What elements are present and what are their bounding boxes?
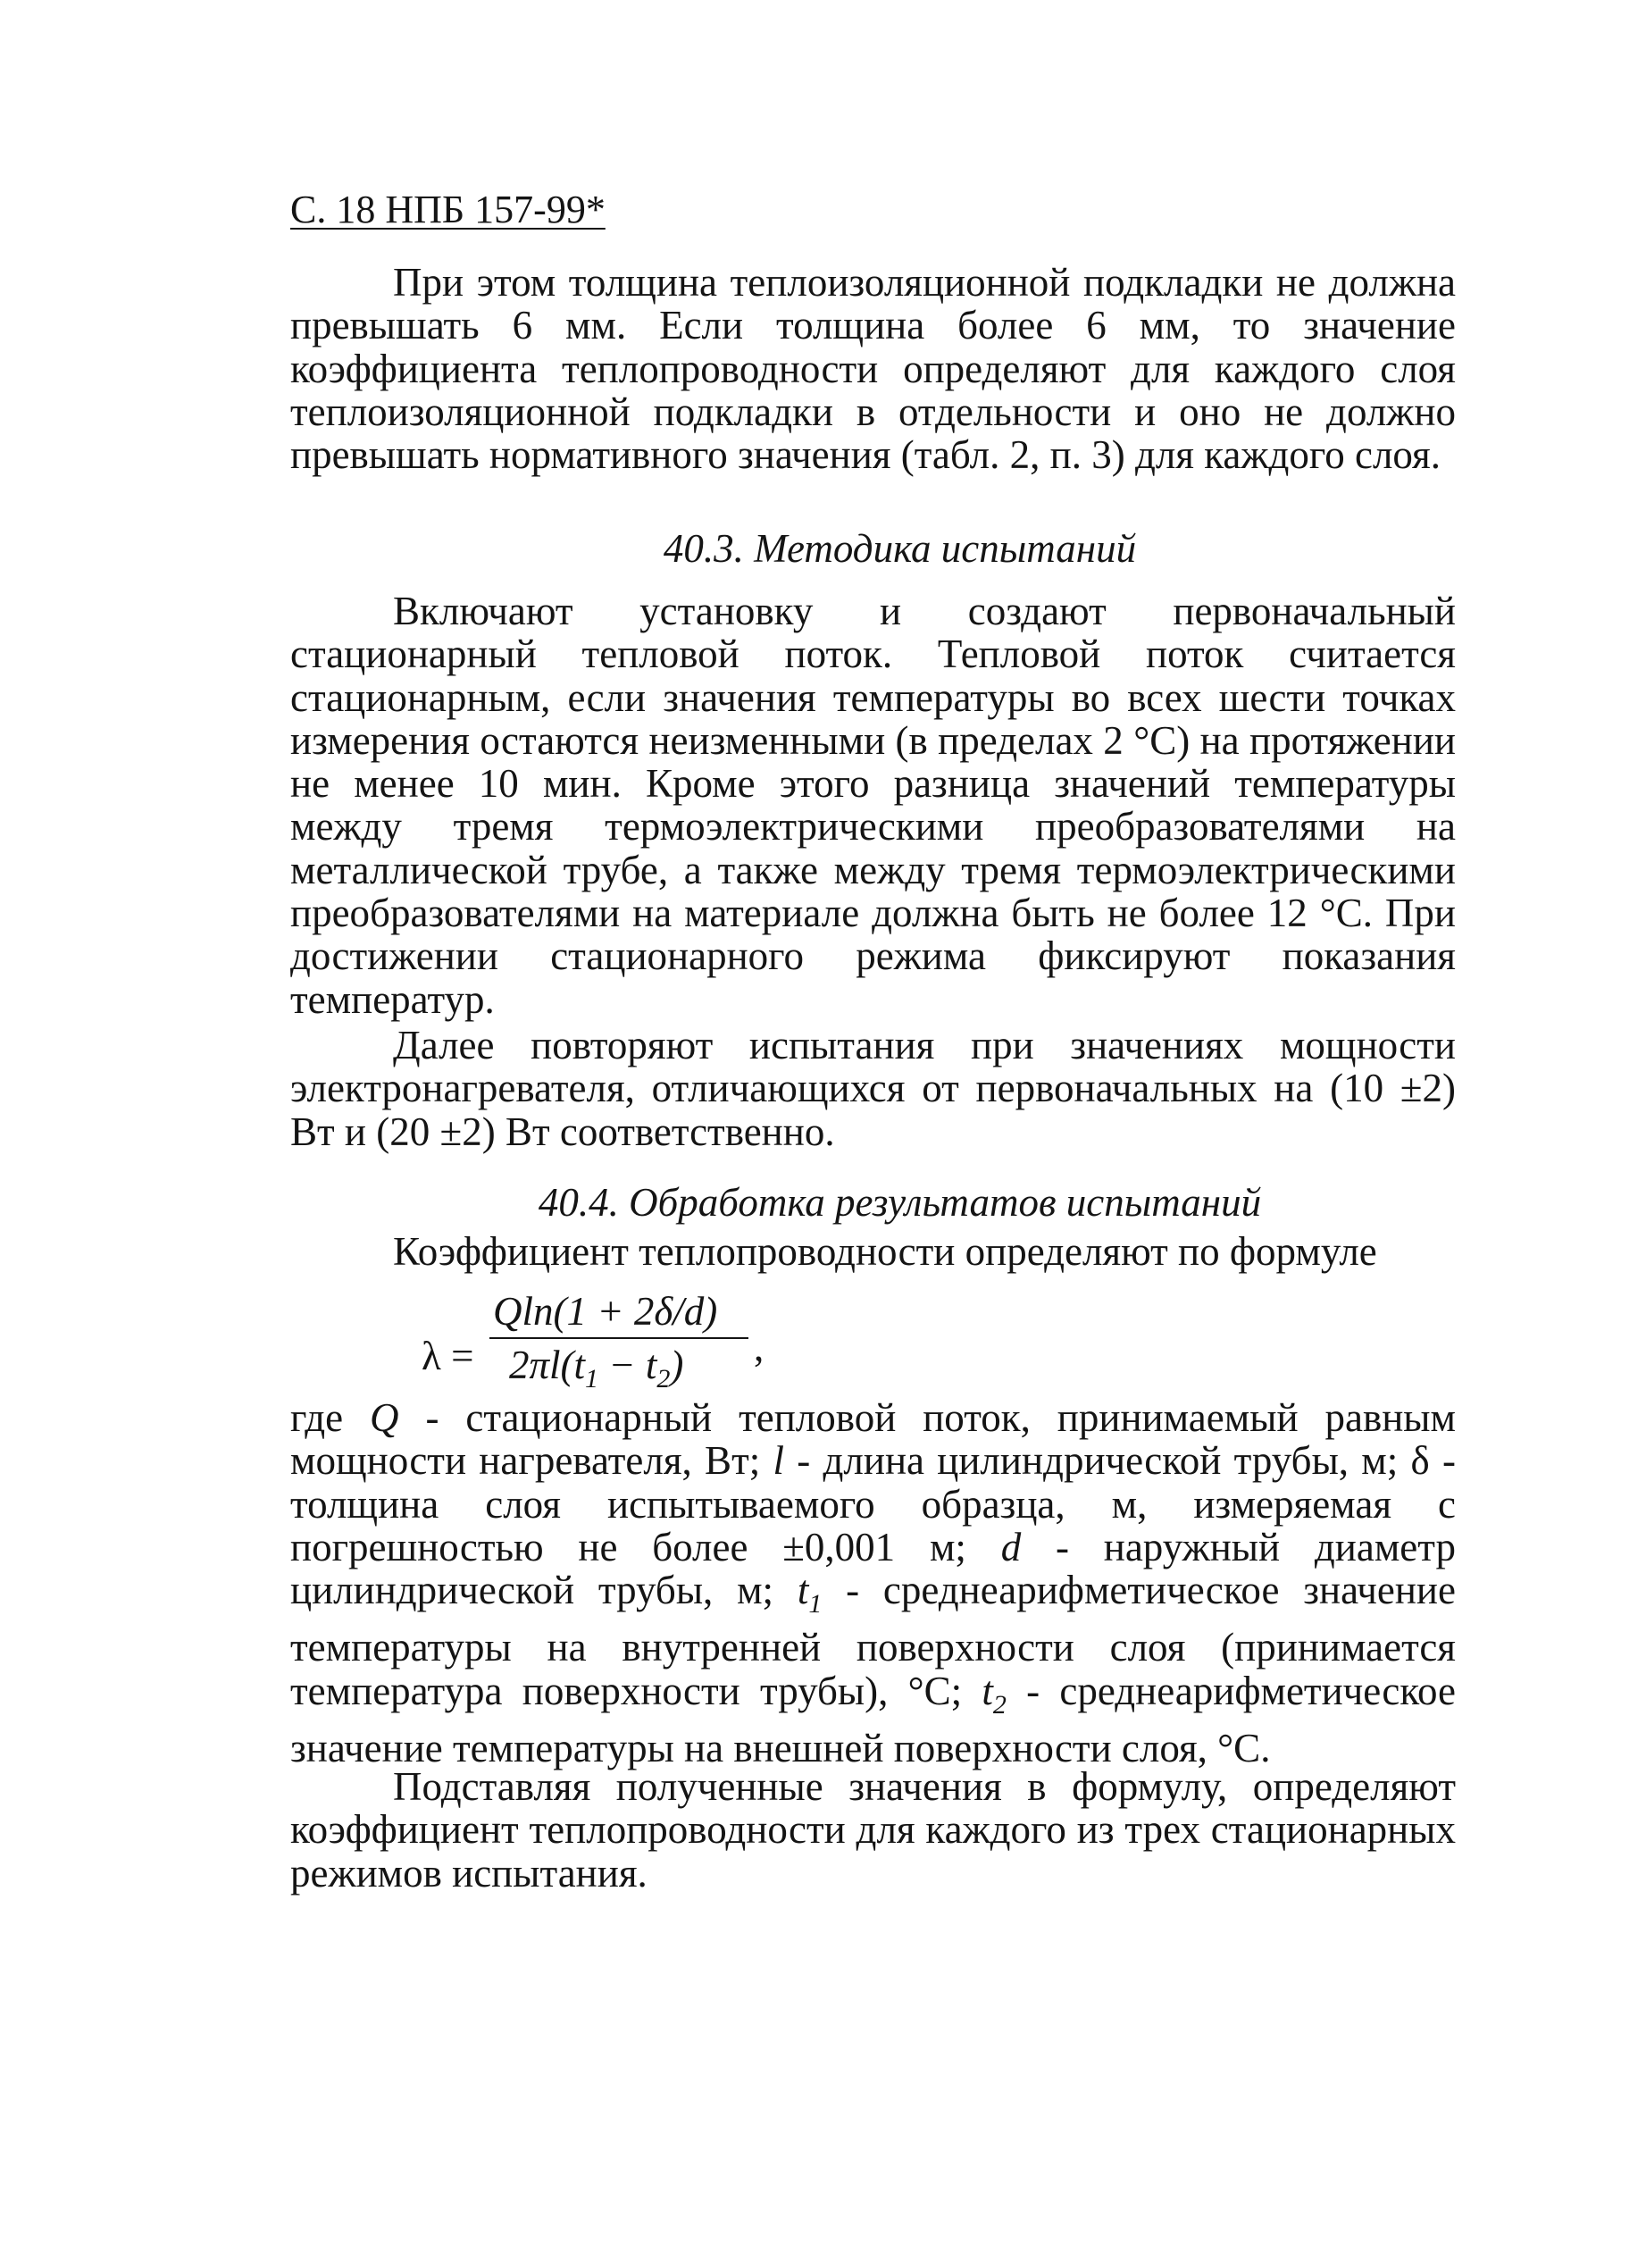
fraction-line <box>489 1337 748 1339</box>
den-sub-2: 2 <box>656 1364 671 1393</box>
symbol-t1: t <box>797 1568 809 1613</box>
symbol-t2-sub: 2 <box>992 1689 1007 1720</box>
den-sub-1: 1 <box>585 1364 599 1393</box>
paragraph-6 <box>290 1765 1456 1895</box>
symbol-l: l <box>773 1438 785 1484</box>
p5-s6: - среднеарифметическое значение температуры на внешней поверхности слоя, °С. <box>290 1668 1456 1771</box>
formula-lhs: λ = <box>422 1334 474 1378</box>
symbol-t1-sub: 1 <box>808 1589 823 1619</box>
symbol-t2: t <box>982 1668 993 1713</box>
p5-s4: - наружный диаметр цилиндрической трубы, м; <box>290 1524 1456 1613</box>
paragraph-2 <box>290 590 1456 1021</box>
paragraph-5-text <box>290 1396 1456 1770</box>
den-part-c: ) <box>670 1343 684 1387</box>
symbol-d: d <box>1000 1524 1022 1569</box>
paragraph-6-text: Подставляя полученные значения в формулу, определяют коэффициент теплопроводности для каждого из трех стационарных режимов испытания. <box>290 1764 1456 1896</box>
page-header: С. 18 НПБ 157-99* <box>290 188 606 231</box>
p5-s1: где <box>290 1395 371 1440</box>
formula-numerator: Qln(1 + 2δ/d) <box>493 1289 718 1334</box>
section-heading-40-4: 40.4. Обработка результатов испытаний <box>538 1180 1262 1225</box>
den-part-b: − t <box>598 1343 657 1387</box>
p5-s2: - стационарный тепловой поток, принимаемый равным мощности нагревателя, Вт; <box>290 1395 1456 1484</box>
paragraph-1-text: При этом толщина теплоизоляционной подкладки не должна превышать 6 мм. Если толщина более 6 мм, то значение коэффициента теплопроводности определяют для каждого слоя теплоизоляционной подкладки в отдельности и оно не должно превышать нормативного значения (табл. 2, п. 3) для каждого слоя. <box>290 260 1456 478</box>
paragraph-2-text: Включают установку и создают первоначальный стационарный тепловой поток. Тепловой поток считается стационарным, если значения температуры во всех шести точках измерения остаются неизменными (в пределах 2 °С) на протяжении не менее 10 мин. Кроме этого разница значений температуры между тремя термоэлектрическими преобразователями на металлической трубе, а также между тремя термоэлектрическими преобразователями на материале должна быть не более 12 °С. При достижении стационарного режима фиксируют показания температур. <box>290 589 1456 1022</box>
paragraph-3-text: Далее повторяют испытания при значениях мощности электронагревателя, отличающихся от первоначальных на (10 ±2) Вт и (20 ±2) Вт соответственно. <box>290 1023 1456 1154</box>
den-part-a: 2πl(t <box>509 1343 586 1387</box>
paragraph-3 <box>290 1024 1456 1153</box>
p5-s3: - длина цилиндрической трубы, м; δ - толщина слоя испытываемого образца, м, измеряемая с погрешностью не более ±0,001 м; <box>290 1438 1456 1569</box>
section-heading-40-3: 40.3. Методика испытаний <box>663 526 1137 571</box>
paragraph-1 <box>290 261 1456 476</box>
symbol-Q: Q <box>370 1395 399 1440</box>
paragraph-4: Коэффициент теплопроводности определяют по формуле <box>393 1229 1377 1274</box>
paragraph-5 <box>290 1396 1456 1770</box>
p5-s5: - среднеарифметическое значение температуры на внутренней поверхности слоя (принимается температура поверхности трубы), °С; <box>290 1568 1456 1713</box>
formula-comma: , <box>754 1325 765 1369</box>
